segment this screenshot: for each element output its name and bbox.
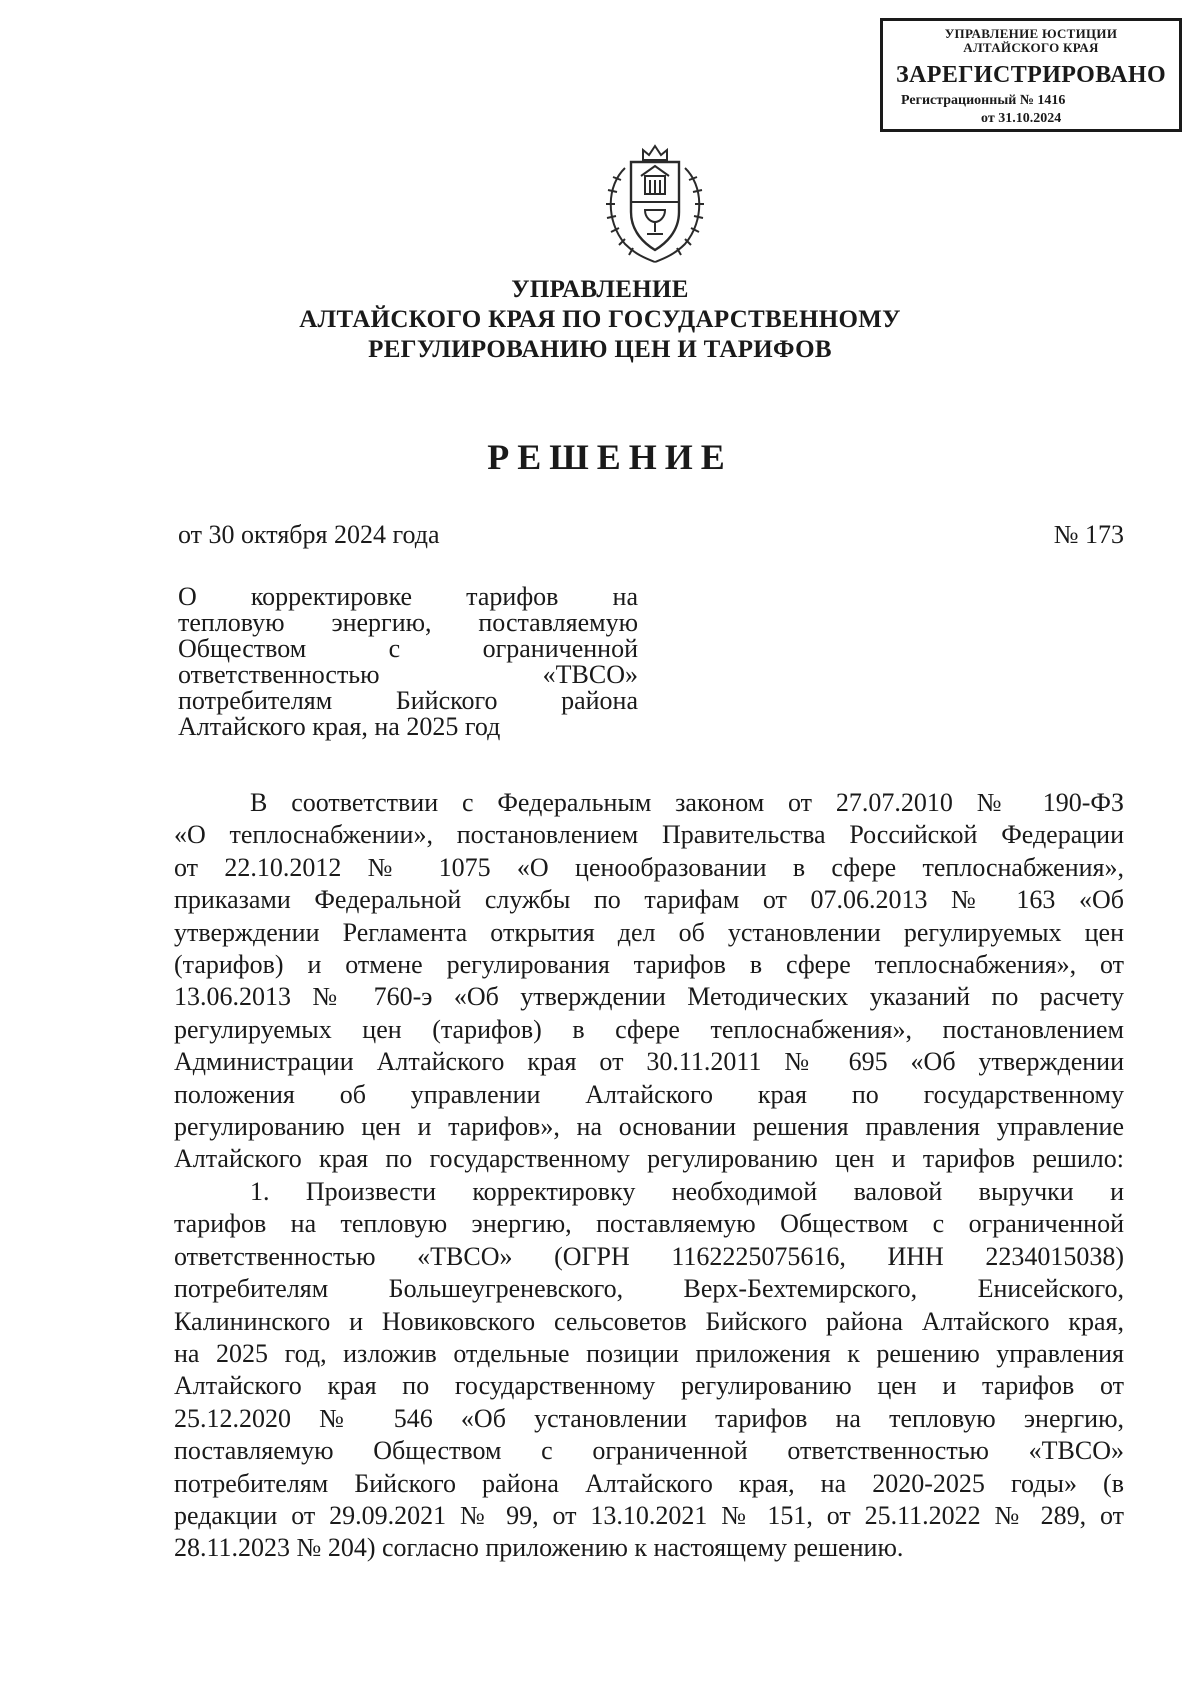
subject-line: потребителям Бийского района bbox=[178, 686, 638, 715]
body-line: «О теплоснабжении», постановлением Правительства Российской Федерации bbox=[174, 820, 1124, 850]
body-line: регулируемых цен (тарифов) в сфере теплоснабжения», постановлением bbox=[174, 1014, 1124, 1044]
body-line: потребителям Бийского района Алтайского края, на 2020-2025 годы» (в bbox=[174, 1468, 1124, 1498]
subject-line: Алтайского края, на 2025 год bbox=[178, 712, 501, 741]
organization-line1: УПРАВЛЕНИЕ bbox=[511, 276, 689, 303]
subject-line: тепловую энергию, поставляемую bbox=[178, 608, 638, 637]
organization-line2: АЛТАЙСКОГО КРАЯ ПО ГОСУДАРСТВЕННОМУ bbox=[299, 306, 901, 333]
document-title: РЕШЕНИЕ bbox=[487, 437, 733, 477]
stamp-reg-number: Регистрационный № 1416 bbox=[901, 93, 1066, 108]
document-number: № 173 bbox=[1053, 520, 1124, 549]
body-line: ответственностью «ТВСО» (ОГРН 1162225075616, ИНН 2234015038) bbox=[174, 1241, 1124, 1271]
body-line: на 2025 год, изложив отдельные позиции приложения к решению управления bbox=[174, 1338, 1124, 1368]
body-line: Калининского и Новиковского сельсоветов Бийского района Алтайского края, bbox=[174, 1306, 1124, 1336]
stamp-status: ЗАРЕГИСТРИРОВАНО bbox=[895, 62, 1167, 88]
organization-name bbox=[0, 275, 1200, 365]
body-line: от 22.10.2012 № 1075 «О ценообразовании в сфере теплоснабжения», bbox=[174, 852, 1124, 882]
subject-line: Обществом с ограниченной bbox=[178, 634, 638, 663]
body-line: приказами Федеральной службы по тарифам от 07.06.2013 № 163 «Об bbox=[174, 885, 1124, 915]
stamp-authority-line1: УПРАВЛЕНИЕ ЮСТИЦИИ bbox=[944, 26, 1118, 41]
body-line: положения об управлении Алтайского края по государственному bbox=[174, 1079, 1124, 1109]
body-line: поставляемую Обществом с ограниченной ответственностью «ТВСО» bbox=[174, 1436, 1124, 1466]
document-subject bbox=[178, 584, 638, 740]
subject-line: О корректировке тарифов на bbox=[178, 582, 638, 611]
body-line: Алтайского края по государственному регулированию цен и тарифов от bbox=[174, 1371, 1124, 1401]
stamp-reg-date: от 31.10.2024 bbox=[981, 111, 1062, 126]
registration-stamp bbox=[880, 18, 1182, 132]
body-line: В соответствии с Федеральным законом от 27.07.2010 № 190-ФЗ bbox=[250, 788, 1124, 817]
body-line: регулированию цен и тарифов», на основании решения правления управление bbox=[174, 1112, 1124, 1142]
document-date: от 30 октября 2024 года bbox=[178, 520, 440, 549]
organization-line3: РЕГУЛИРОВАНИЮ ЦЕН И ТАРИФОВ bbox=[368, 336, 832, 363]
body-line: 28.11.2023 № 204) согласно приложению к настоящему решению. bbox=[174, 1533, 904, 1563]
body-line: 1. Произвести корректировку необходимой валовой выручки и bbox=[250, 1176, 1124, 1206]
document-body bbox=[174, 787, 1124, 1565]
coat-of-arms-icon bbox=[595, 140, 715, 270]
body-line: утверждении Регламента открытия дел об установлении регулируемых цен bbox=[174, 917, 1124, 947]
body-line: 13.06.2013 № 760-э «Об утверждении Методических указаний по расчету bbox=[174, 982, 1124, 1012]
body-line: 25.12.2020 № 546 «Об установлении тарифов на тепловую энергию, bbox=[174, 1403, 1124, 1433]
body-line: Алтайского края по государственному регулированию цен и тарифов решило: bbox=[174, 1144, 1124, 1174]
body-line: (тарифов) и отмене регулирования тарифов в сфере теплоснабжения», от bbox=[174, 950, 1124, 980]
stamp-authority-line2: АЛТАЙСКОГО КРАЯ bbox=[963, 40, 1099, 55]
body-line: редакции от 29.09.2021 № 99, от 13.10.2021 № 151, от 25.11.2022 № 289, от bbox=[174, 1500, 1124, 1530]
body-line: тарифов на тепловую энергию, поставляемую Обществом с ограниченной bbox=[174, 1209, 1124, 1239]
body-line: Администрации Алтайского края от 30.11.2011 № 695 «Об утверждении bbox=[174, 1047, 1124, 1077]
subject-line: ответственностью «ТВСО» bbox=[178, 660, 638, 689]
body-line: потребителям Большеугреневского, Верх-Бехтемирского, Енисейского, bbox=[174, 1274, 1124, 1304]
